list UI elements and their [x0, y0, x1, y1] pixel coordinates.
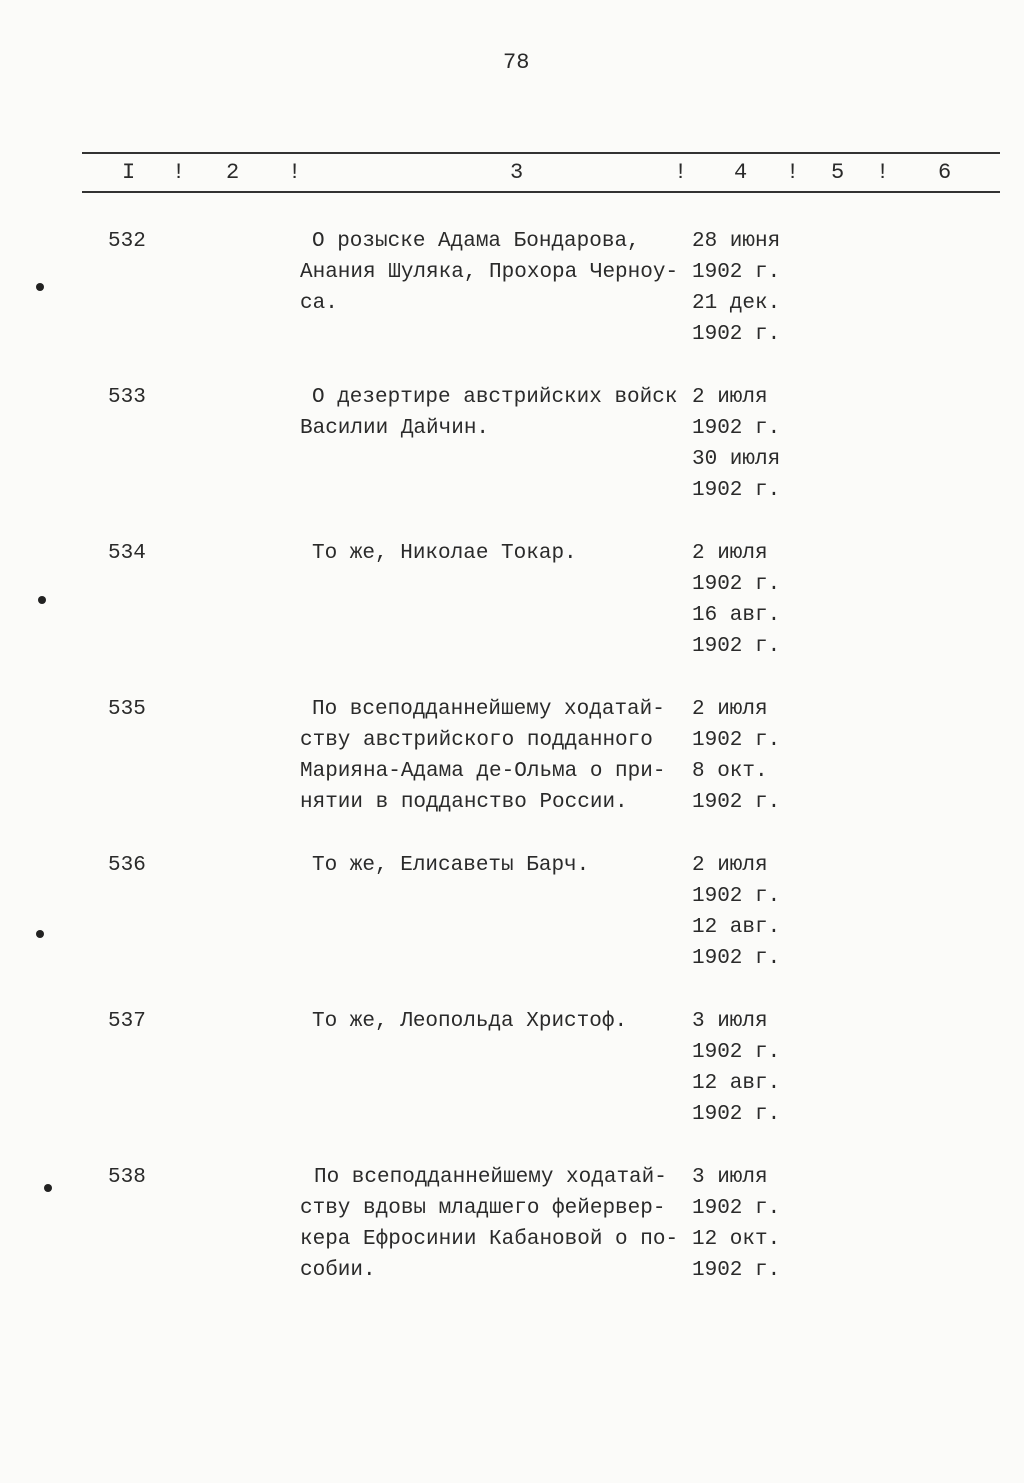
date-line: 1902 г. [692, 261, 781, 284]
date-line: 1902 г. [692, 323, 781, 346]
date-line: 21 дек. [692, 292, 781, 315]
column-separator: ! [876, 160, 890, 185]
date-line: 2 июля [692, 698, 768, 721]
date-line: 1902 г. [692, 791, 781, 814]
column-separator: ! [172, 160, 186, 185]
entry-dates [692, 1006, 780, 1130]
scan-speck [36, 283, 44, 291]
header-bottom-rule [82, 191, 1000, 193]
description-line: нятии в подданство России. [300, 791, 628, 814]
description-line: Василии Дайчин. [300, 417, 490, 440]
entry-number: 537 [108, 1010, 146, 1033]
date-line: 1902 г. [692, 573, 781, 596]
date-line: 1902 г. [692, 947, 781, 970]
date-line: 12 авг. [692, 916, 781, 939]
date-line: 1902 г. [692, 479, 781, 502]
entry-dates [692, 850, 780, 974]
column-header-6: 6 [938, 160, 952, 185]
entry-dates [692, 1162, 780, 1286]
date-line: 30 июля [692, 448, 781, 471]
entry-dates [692, 382, 780, 506]
entry-number: 535 [108, 698, 146, 721]
date-line: 3 июля [692, 1010, 768, 1033]
entry-description [300, 538, 690, 569]
description-line: кера Ефросинии Кабановой о по- [300, 1228, 679, 1251]
entry-description [300, 1162, 690, 1286]
column-header-5: 5 [831, 160, 845, 185]
column-separator: ! [786, 160, 800, 185]
entry-number: 536 [108, 854, 146, 877]
entry-description [300, 226, 690, 319]
description-line: са. [300, 292, 338, 315]
entry-dates [692, 694, 780, 818]
description-line: О розыске Адама Бондарова, [312, 230, 640, 253]
page-number: 78 [503, 50, 530, 75]
description-line: То же, Николае Токар. [312, 542, 577, 565]
column-header-2: 2 [226, 160, 240, 185]
entry-description [300, 850, 690, 881]
date-line: 2 июля [692, 386, 768, 409]
entry-number: 533 [108, 386, 146, 409]
date-line: 1902 г. [692, 1103, 781, 1126]
date-line: 2 июля [692, 854, 768, 877]
header-top-rule [82, 152, 1000, 154]
date-line: 1902 г. [692, 1197, 781, 1220]
scan-speck [38, 596, 46, 604]
date-line: 3 июля [692, 1166, 768, 1189]
description-line: ству австрийского подданного [300, 729, 653, 752]
date-line: 16 авг. [692, 604, 781, 627]
entry-description [300, 1006, 690, 1037]
description-line: ству вдовы младшего фейервер- [300, 1197, 666, 1220]
description-line: То же, Елисаветы Барч. [312, 854, 590, 877]
description-line: То же, Леопольда Христоф. [312, 1010, 628, 1033]
column-header-1: I [122, 160, 136, 185]
date-line: 1902 г. [692, 729, 781, 752]
column-header-3: 3 [510, 160, 524, 185]
scan-speck [44, 1184, 52, 1192]
column-separator: ! [288, 160, 302, 185]
description-line: собии. [300, 1259, 376, 1282]
date-line: 1902 г. [692, 635, 781, 658]
date-line: 1902 г. [692, 1041, 781, 1064]
date-line: 1902 г. [692, 885, 781, 908]
scan-speck [36, 930, 44, 938]
description-line: Анания Шуляка, Прохора Черноу- [300, 261, 679, 284]
entry-description [300, 694, 690, 818]
entry-number: 532 [108, 230, 146, 253]
entry-dates [692, 538, 780, 662]
date-line: 1902 г. [692, 1259, 781, 1282]
date-line: 12 окт. [692, 1228, 781, 1251]
entry-dates [692, 226, 780, 350]
date-line: 12 авг. [692, 1072, 781, 1095]
entry-description [300, 382, 690, 444]
entry-number: 538 [108, 1166, 146, 1189]
description-line: По всеподданнейшему ходатай- [314, 1166, 667, 1189]
entry-number: 534 [108, 542, 146, 565]
description-line: О дезертире австрийских войск [312, 386, 678, 409]
date-line: 2 июля [692, 542, 768, 565]
description-line: По всеподданнейшему ходатай- [312, 698, 665, 721]
column-separator: ! [674, 160, 688, 185]
date-line: 1902 г. [692, 417, 781, 440]
date-line: 28 июня [692, 230, 781, 253]
column-header-4: 4 [734, 160, 748, 185]
description-line: Марияна-Адама де-Ольма о при- [300, 760, 666, 783]
date-line: 8 окт. [692, 760, 768, 783]
